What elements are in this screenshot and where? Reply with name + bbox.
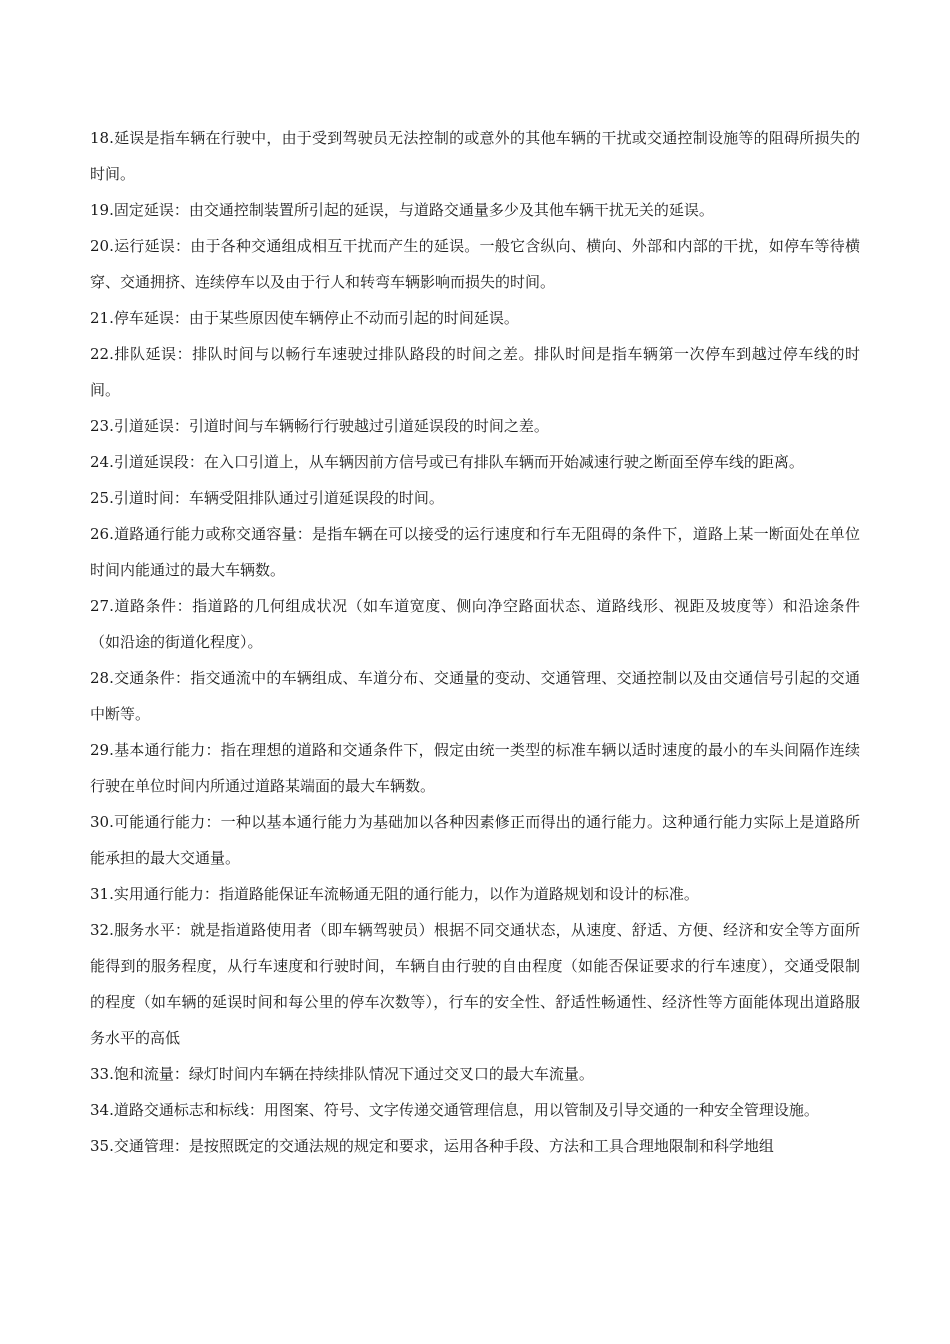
definition-23: 23.引道延误：引道时间与车辆畅行行驶越过引道延误段的时间之差。: [90, 417, 549, 435]
definition-20: 20.运行延误：由于各种交通组成相互干扰而产生的延误。一般它含纵向、横向、外部和内部的干扰，如停车等待横穿、交通拥挤、连续停车以及由于行人和转弯车辆影响而损失的时间。: [90, 237, 860, 291]
definition-35: 35.交通管理：是按照既定的交通法规的规定和要求，运用各种手段、方法和工具合理地限制和科学地组: [90, 1137, 774, 1155]
definition-33: 33.饱和流量：绿灯时间内车辆在持续排队情况下通过交叉口的最大车流量。: [90, 1065, 594, 1083]
definition-34: 34.道路交通标志和标线：用图案、符号、文字传递交通管理信息，用以管制及引导交通的一种安全管理设施。: [90, 1101, 819, 1119]
definition-26: 26.道路通行能力或称交通容量：是指车辆在可以接受的运行速度和行车无阻碍的条件下，道路上某一断面处在单位时间内能通过的最大车辆数。: [90, 525, 860, 579]
definition-28: 28.交通条件：指交通流中的车辆组成、车道分布、交通量的变动、交通管理、交通控制以及由交通信号引起的交通中断等。: [90, 669, 860, 723]
definition-22: 22.排队延误：排队时间与以畅行车速驶过排队路段的时间之差。排队时间是指车辆第一次停车到越过停车线的时间。: [90, 345, 860, 399]
definition-27: 27.道路条件：指道路的几何组成状况（如车道宽度、侧向净空路面状态、道路线形、视距及坡度等）和沿途条件（如沿途的街道化程度）。: [90, 597, 860, 651]
definition-32: 32.服务水平：就是指道路使用者（即车辆驾驶员）根据不同交通状态，从速度、舒适、方便、经济和安全等方面所能得到的服务程度，从行车速度和行驶时间，车辆自由行驶的自由程度（如能否保证要求的行车速度），交通受限制的程度（如车辆的延误时间和每公里的停车次数等），行车的安全性、舒适性畅通性、经济性等方面能体现出道路服务水平的高低: [90, 921, 860, 1047]
definition-24: 24.引道延误段：在入口引道上，从车辆因前方信号或已有排队车辆而开始减速行驶之断面至停车线的距离。: [90, 453, 804, 471]
definition-31: 31.实用通行能力：指道路能保证车流畅通无阻的通行能力，以作为道路规划和设计的标准。: [90, 885, 699, 903]
definition-19: 19.固定延误：由交通控制装置所引起的延误，与道路交通量多少及其他车辆干扰无关的延误。: [90, 201, 714, 219]
definition-18: 18.延误是指车辆在行驶中，由于受到驾驶员无法控制的或意外的其他车辆的干扰或交通控制设施等的阻碍所损失的时间。: [90, 129, 860, 183]
definition-25: 25.引道时间：车辆受阻排队通过引道延误段的时间。: [90, 489, 444, 507]
definition-29: 29.基本通行能力：指在理想的道路和交通条件下，假定由统一类型的标准车辆以适时速度的最小的车头间隔作连续行驶在单位时间内所通过道路某端面的最大车辆数。: [90, 741, 860, 795]
definition-21: 21.停车延误：由于某些原因使车辆停止不动而引起的时间延误。: [90, 309, 519, 327]
definitions-list: [90, 120, 860, 1164]
definition-30: 30.可能通行能力：一种以基本通行能力为基础加以各种因素修正而得出的通行能力。这种通行能力实际上是道路所能承担的最大交通量。: [90, 813, 860, 867]
